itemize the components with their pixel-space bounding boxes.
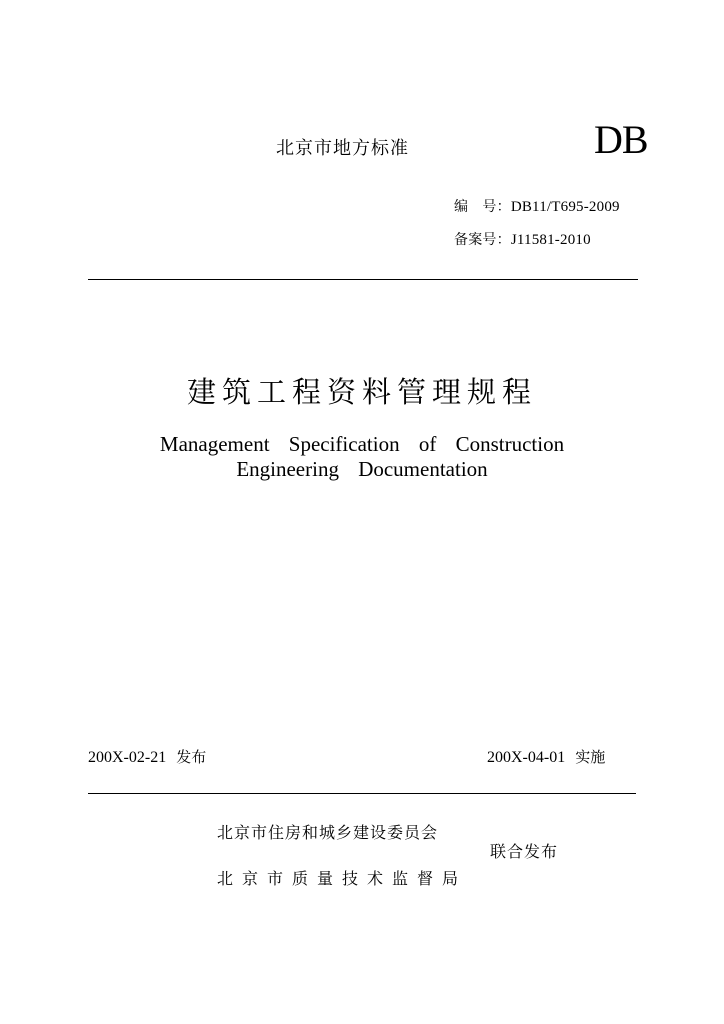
footer-divider [88,793,636,794]
filing-number-value: J11581-2010 [510,232,591,248]
document-title-cn: 建筑工程资料管理规程 [186,375,537,409]
issuer-housing-commission: 北京市住房和城乡建设委员会 [217,823,439,842]
issue-date-block [88,746,206,767]
implementation-date: 200X-04-01 [487,749,566,766]
standard-number-value: DB11/T695-2009 [510,199,620,215]
db-mark: DB [594,117,648,162]
header-divider [88,279,638,280]
issue-date: 200X-02-21 [88,749,167,766]
issuer-quality-bureau: 北京市质量技术监督局 [217,869,468,888]
filing-number-label: 备案号： [454,232,511,248]
standard-number [454,196,620,216]
standard-category: 北京市地方标准 [276,138,409,159]
standard-number-label: 编 号： [454,199,511,215]
implementation-label: 实施 [575,748,606,766]
filing-number [454,229,591,249]
joint-issue-label: 联合发布 [490,842,559,861]
document-title-en-line2: Engineering Documentation [236,457,488,481]
document-title-en-line1: Management Specification of Construction [159,432,565,456]
implementation-date-block [487,746,605,767]
issue-label: 发布 [176,748,207,766]
